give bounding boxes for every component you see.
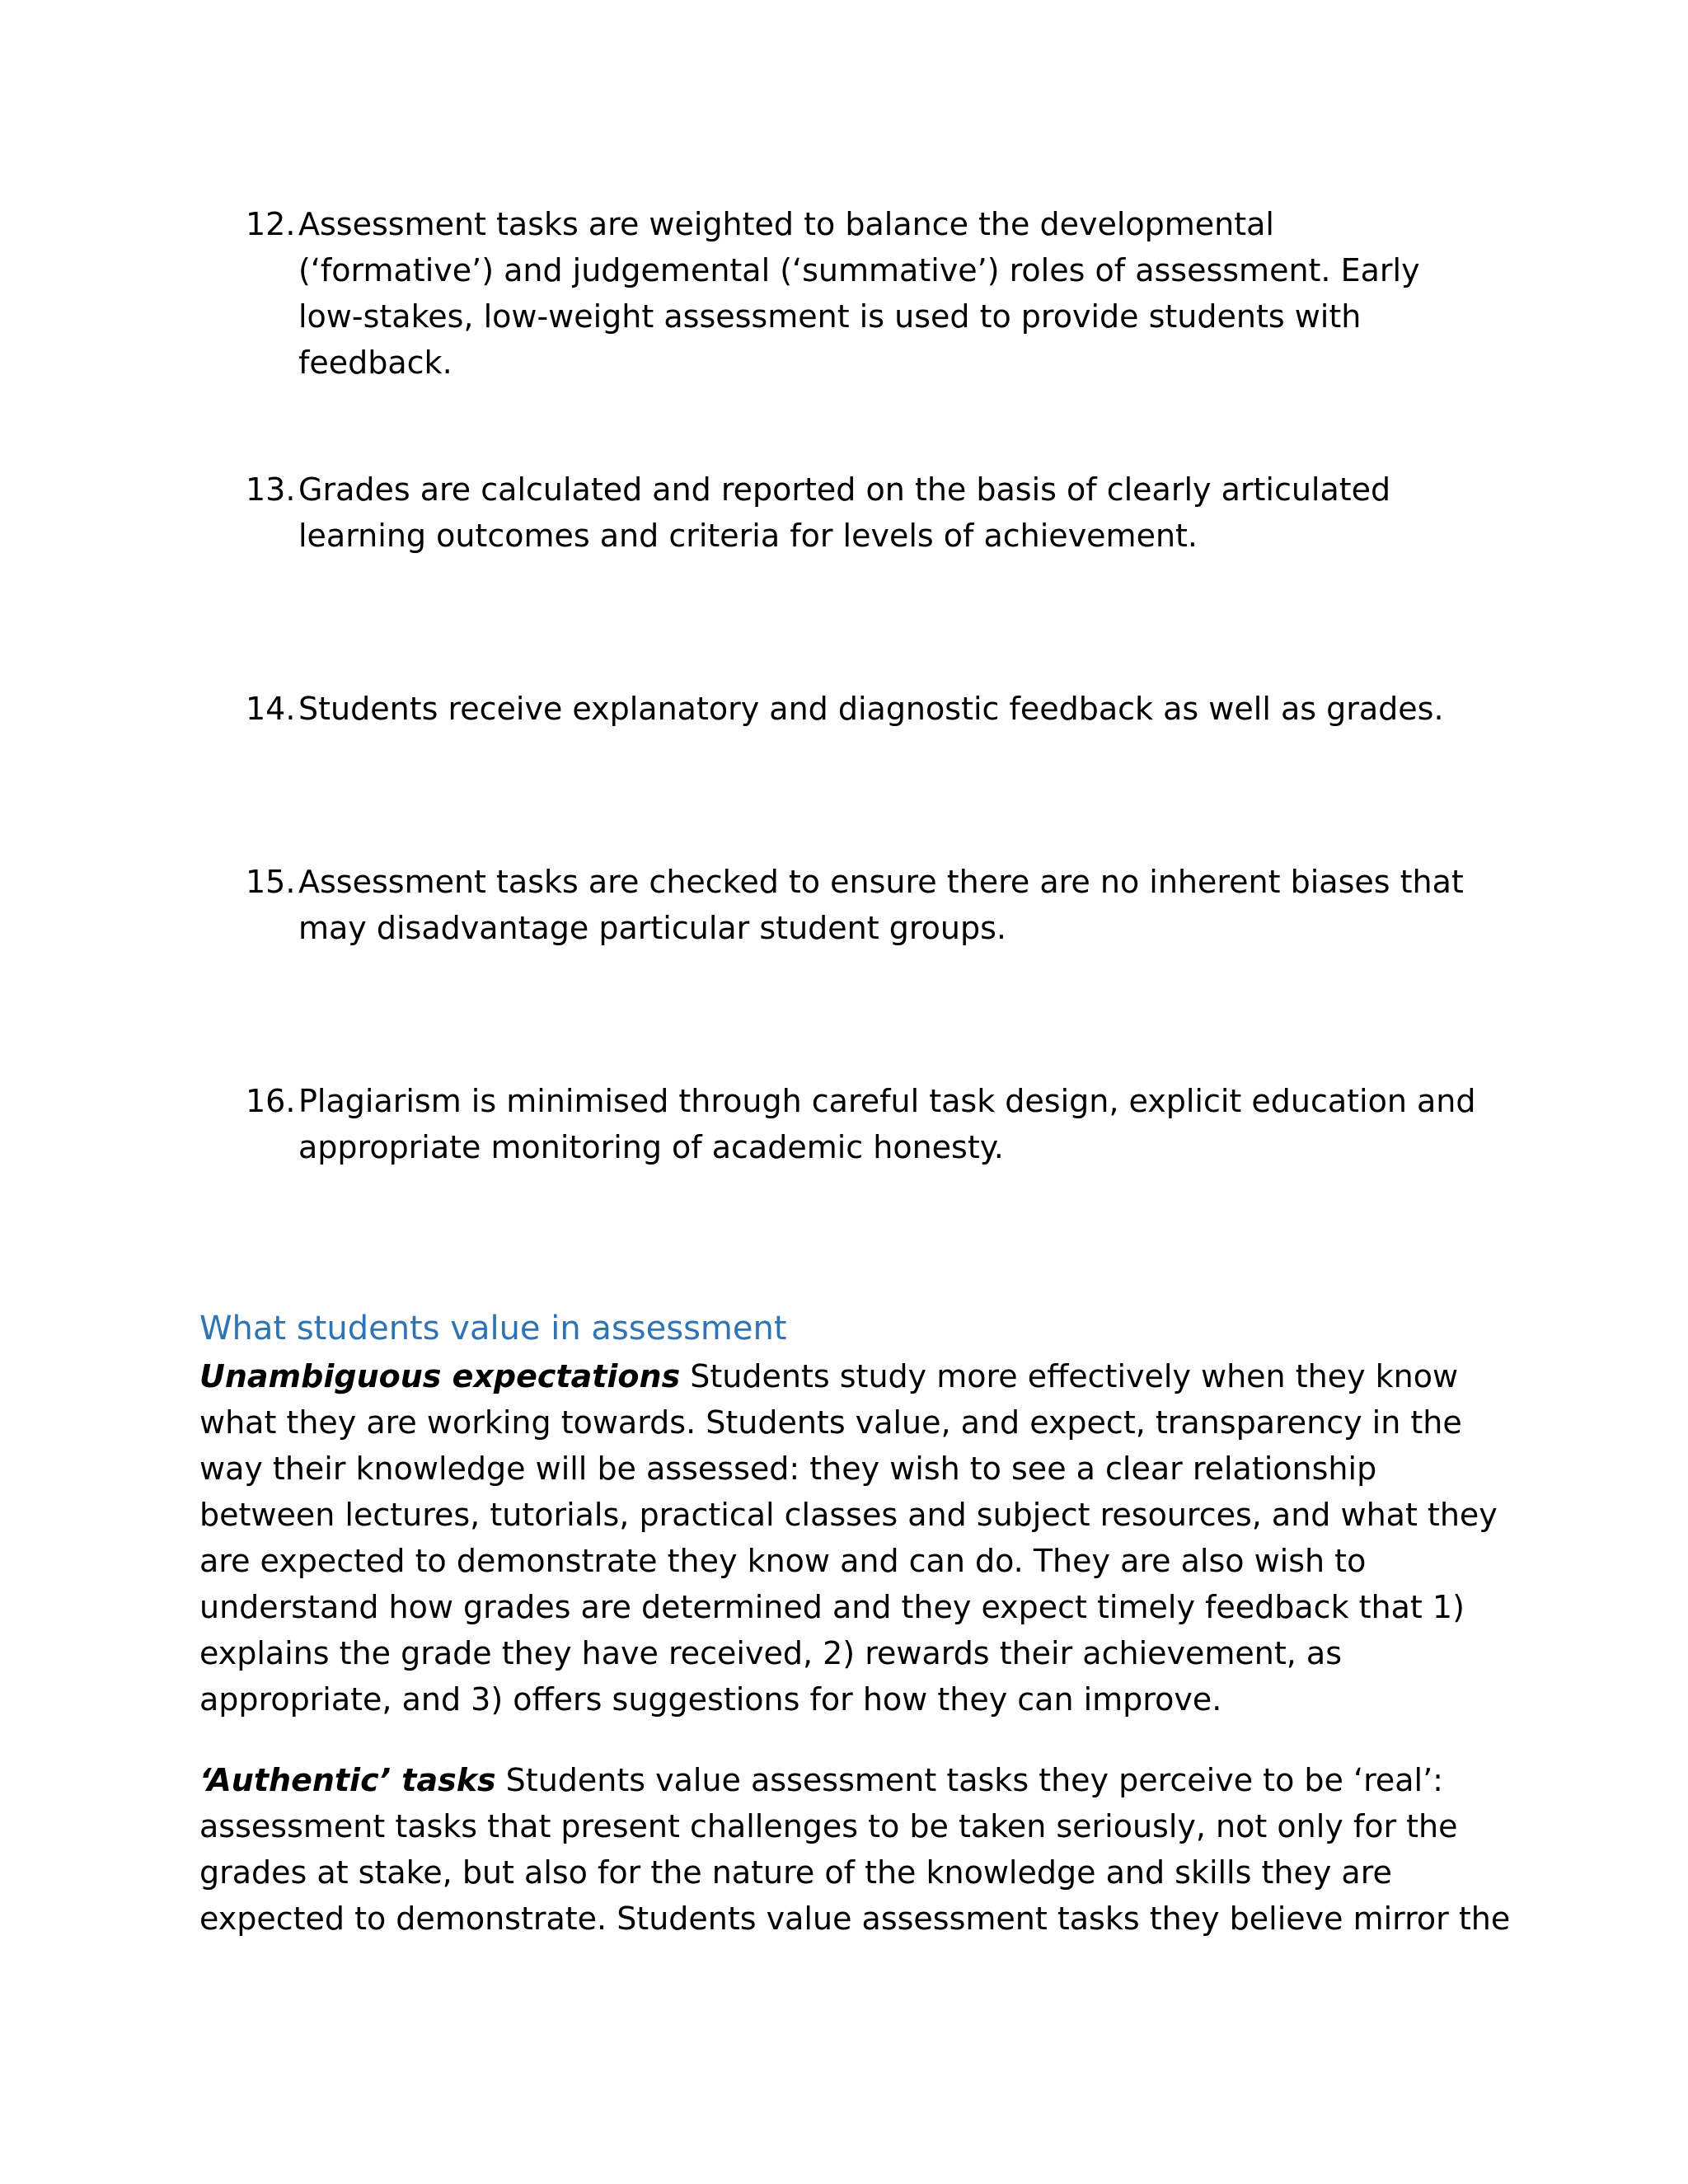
list-number: 13. (246, 471, 296, 508)
paragraph-text: Students value assessment tasks they perceive to be ‘real’: assessment tasks that present challenges to be taken seriously, not only for the grades at stake, but also for the nature of the knowledge and skills they are expected to demonstrate. Students value assessment tasks they believe mirror the (199, 1762, 1511, 1937)
list-number: 15. (246, 864, 296, 900)
list-text: Plagiarism is minimised through careful task design, explicit education and appropriate monitoring of academic honesty. (298, 1083, 1476, 1165)
list-number: 12. (246, 206, 296, 242)
paragraph-lead: Unambiguous expectations (199, 1358, 681, 1394)
paragraph-unambiguous-expectations (199, 1353, 1518, 1722)
list-text: Grades are calculated and reported on the basis of clearly articulated learning outcomes and criteria for levels of achievement. (298, 471, 1391, 554)
paragraph-authentic-tasks (199, 1757, 1518, 1942)
paragraph-lead: ‘Authentic’ tasks (199, 1762, 496, 1798)
list-number: 14. (246, 691, 296, 727)
section-heading: What students value in assessment (199, 1310, 787, 1347)
list-text: Assessment tasks are checked to ensure there are no inherent biases that may disadvantage particular student groups. (298, 864, 1464, 946)
paragraph-text: Students study more effectively when they know what they are working towards. Students value, and expect, transparency in the way their knowledge will be assessed: they wish to see a clear relationship between lectures, tutorials, practical classes and subject resources, and what they are expected to demonstrate they know and can do. They are also wish to understand how grades are determined and they expect timely feedback that 1) explains the grade they have received, 2) rewards their achievement, as appropriate, and 3) offers suggestions for how they can improve. (199, 1358, 1498, 1718)
list-number: 16. (246, 1083, 296, 1119)
list-text: Assessment tasks are weighted to balance the developmental (‘formative’) and judgemental (‘summative’) roles of assessment. Early low-stakes, low-weight assessment is used to provide students with feedback. (298, 206, 1420, 381)
list-text: Students receive explanatory and diagnostic feedback as well as grades. (298, 691, 1444, 727)
